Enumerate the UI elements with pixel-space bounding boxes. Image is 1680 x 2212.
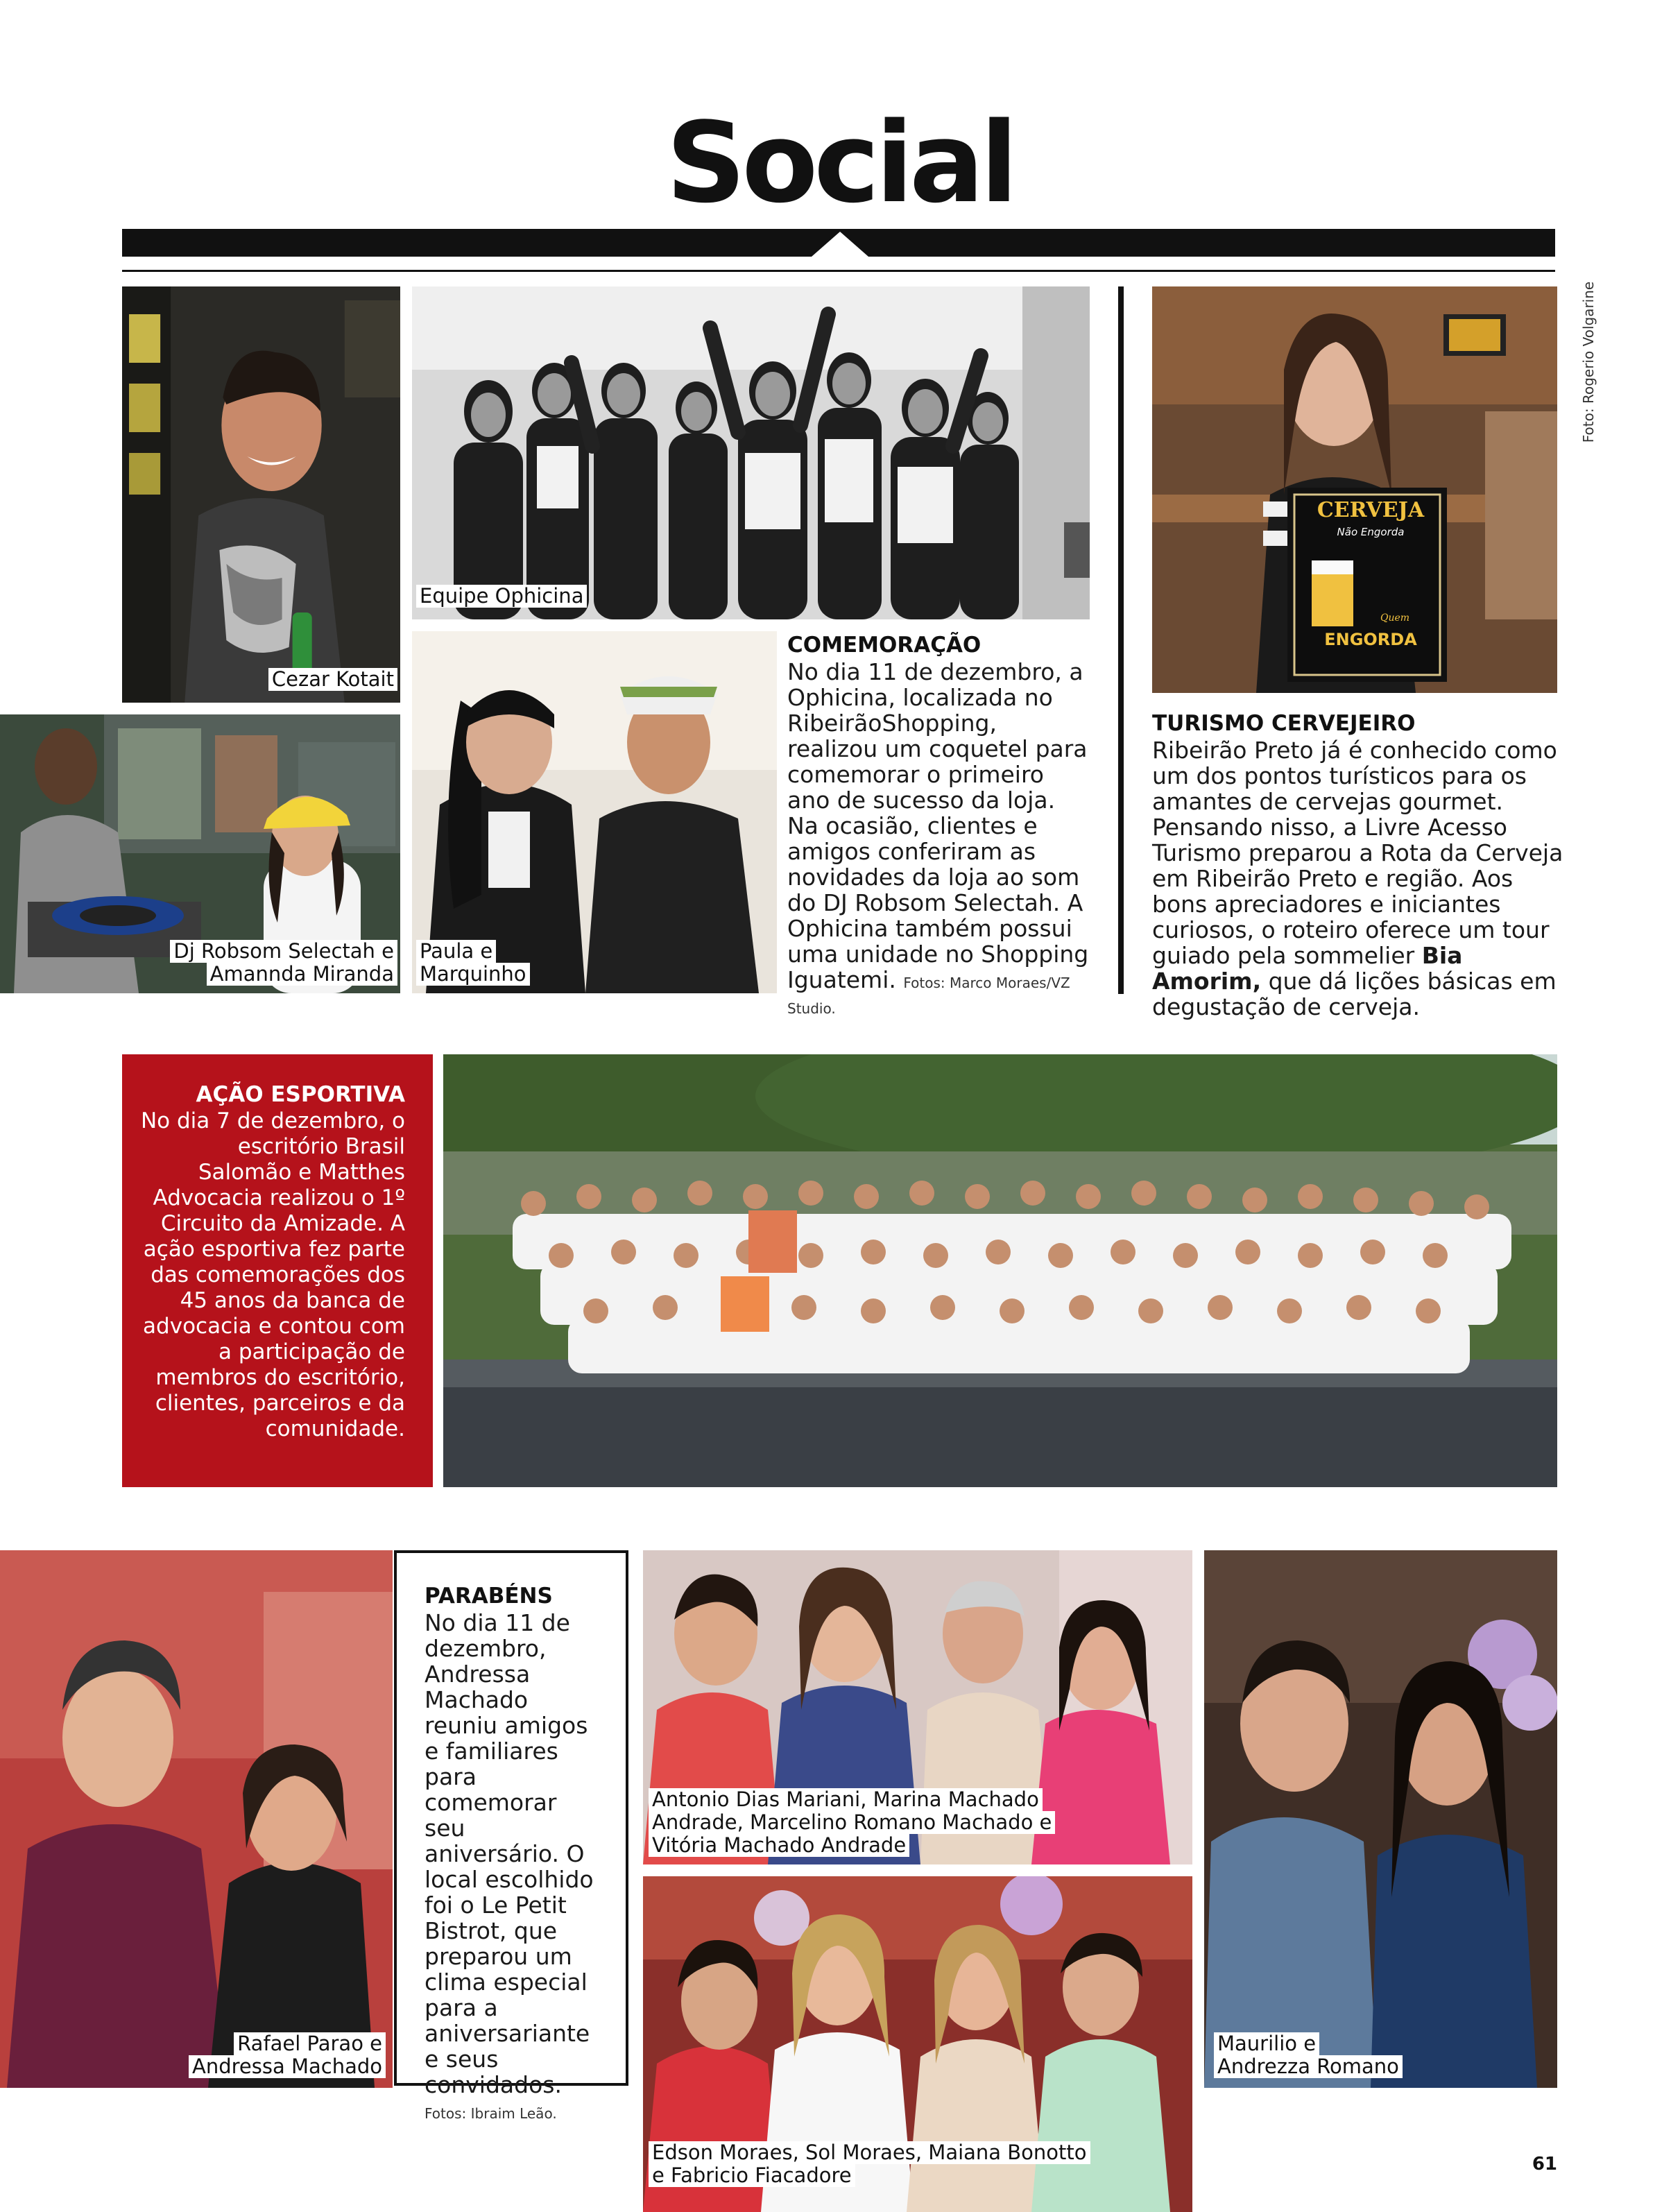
turismo-text-start: Ribeirão Preto já é conhecido como um dos pontos turísticos para os amantes de cervejas gourmet. Pensando nisso, a Livre Acesso Turismo preparou a Rota da Cerveja em Ribeirão Preto e região. Aos bons apreciadores e iniciantes curiosos, o roteiro oferece um tour guiado pela sommelier bbox=[1152, 737, 1563, 969]
comemoracao-credit: Fotos: Marco Moraes/VZ Studio. bbox=[787, 975, 1070, 1017]
sign-engorda: ENGORDA bbox=[1324, 630, 1417, 649]
caption-dj-line2: Amannda Miranda bbox=[207, 963, 397, 986]
acao-esportiva-body: No dia 7 de dezembro, o escritório Brasil Salomão e Matthes Advocacia realizou o 1º Circuito da Amizade. A ação esportiva fez parte das comemorações dos 45 anos da banca de advocacia e contou com a participação de membros do escritório, clientes, parceiros e da comunidade. bbox=[140, 1108, 405, 1441]
photo-rafael-andressa bbox=[0, 1550, 393, 2088]
acao-esportiva-heading: AÇÃO ESPORTIVA bbox=[196, 1082, 405, 1107]
sign-quem: Quem bbox=[1380, 612, 1410, 624]
comemoracao-body bbox=[787, 659, 1092, 1018]
caption-antonio-line3: Vitória Machado Andrade bbox=[649, 1834, 909, 1857]
photo-acao-esportiva bbox=[443, 1054, 1557, 1487]
caption-maurilio-line2: Andrezza Romano bbox=[1214, 2055, 1403, 2078]
caption-rafael-line2: Andressa Machado bbox=[189, 2055, 386, 2078]
caption-paula-line1: Paula e bbox=[416, 940, 496, 963]
comemoracao-text: No dia 11 de dezembro, a Ophicina, localizada no RibeirãoShopping, realizou um coquetel para comemorar o primeiro ano de sucesso da loja. Na ocasião, clientes e amigos conferiram as novidades da loja ao som do DJ Robsom Selectah. A Ophicina também possui uma unidade no Shopping Iguatemi. bbox=[787, 658, 1089, 993]
parabens-body bbox=[425, 1610, 598, 2123]
caption-antonio-line1: Antonio Dias Mariani, Marina Machado bbox=[649, 1788, 1043, 1811]
caption-maurilio-line1: Maurilio e bbox=[1214, 2032, 1319, 2055]
sign-title: CERVEJA bbox=[1317, 498, 1425, 522]
turismo-heading: TURISMO CERVEJEIRO bbox=[1152, 711, 1416, 736]
header-notch bbox=[812, 232, 868, 257]
turismo-body bbox=[1152, 737, 1568, 1020]
sign-subtitle: Não Engorda bbox=[1337, 526, 1405, 538]
comemoracao-heading: COMEMORAÇÃO bbox=[787, 633, 982, 658]
turismo-sommelier: Bia Amorim, bbox=[1152, 942, 1463, 995]
caption-cezar-kotait: Cezar Kotait bbox=[268, 668, 397, 691]
turismo-text-end: que dá lições básicas em degustação de cerveja. bbox=[1152, 968, 1557, 1020]
caption-edson-line2: e Fabricio Fiacadore bbox=[649, 2164, 855, 2187]
photo-turismo-cervejeiro bbox=[1152, 286, 1557, 693]
parabens-credit: Fotos: Ibraim Leão. bbox=[425, 2105, 557, 2122]
caption-paula-line2: Marquinho bbox=[416, 963, 530, 986]
photo-maurilio-andrezza bbox=[1204, 1550, 1557, 2088]
parabens-heading: PARABÉNS bbox=[425, 1584, 553, 1609]
photo-equipe-ophicina bbox=[412, 286, 1090, 619]
photo-credit-turismo: Foto: Rogerio Volgarine bbox=[1580, 281, 1597, 443]
header-rule bbox=[122, 270, 1555, 272]
column-divider bbox=[1118, 286, 1124, 994]
page-number: 61 bbox=[1532, 2154, 1557, 2175]
parabens-text: No dia 11 de dezembro, Andressa Machado reuniu amigos e familiares para comemorar seu aniversário. O local escolhido foi o Le Petit Bistrot, que preparou um clima especial para a aniversariante e seus convidados. bbox=[425, 1609, 594, 2098]
caption-dj-line1: Dj Robsom Selectah e bbox=[170, 940, 397, 963]
caption-rafael-line1: Rafael Parao e bbox=[234, 2032, 386, 2055]
caption-edson-line1: Edson Moraes, Sol Moraes, Maiana Bonotto bbox=[649, 2141, 1090, 2164]
caption-equipe-ophicina: Equipe Ophicina bbox=[416, 585, 587, 608]
caption-antonio-line2: Andrade, Marcelino Romano Machado e bbox=[649, 1811, 1055, 1834]
photo-cezar-kotait bbox=[122, 286, 400, 703]
page-title: Social bbox=[666, 98, 1014, 228]
